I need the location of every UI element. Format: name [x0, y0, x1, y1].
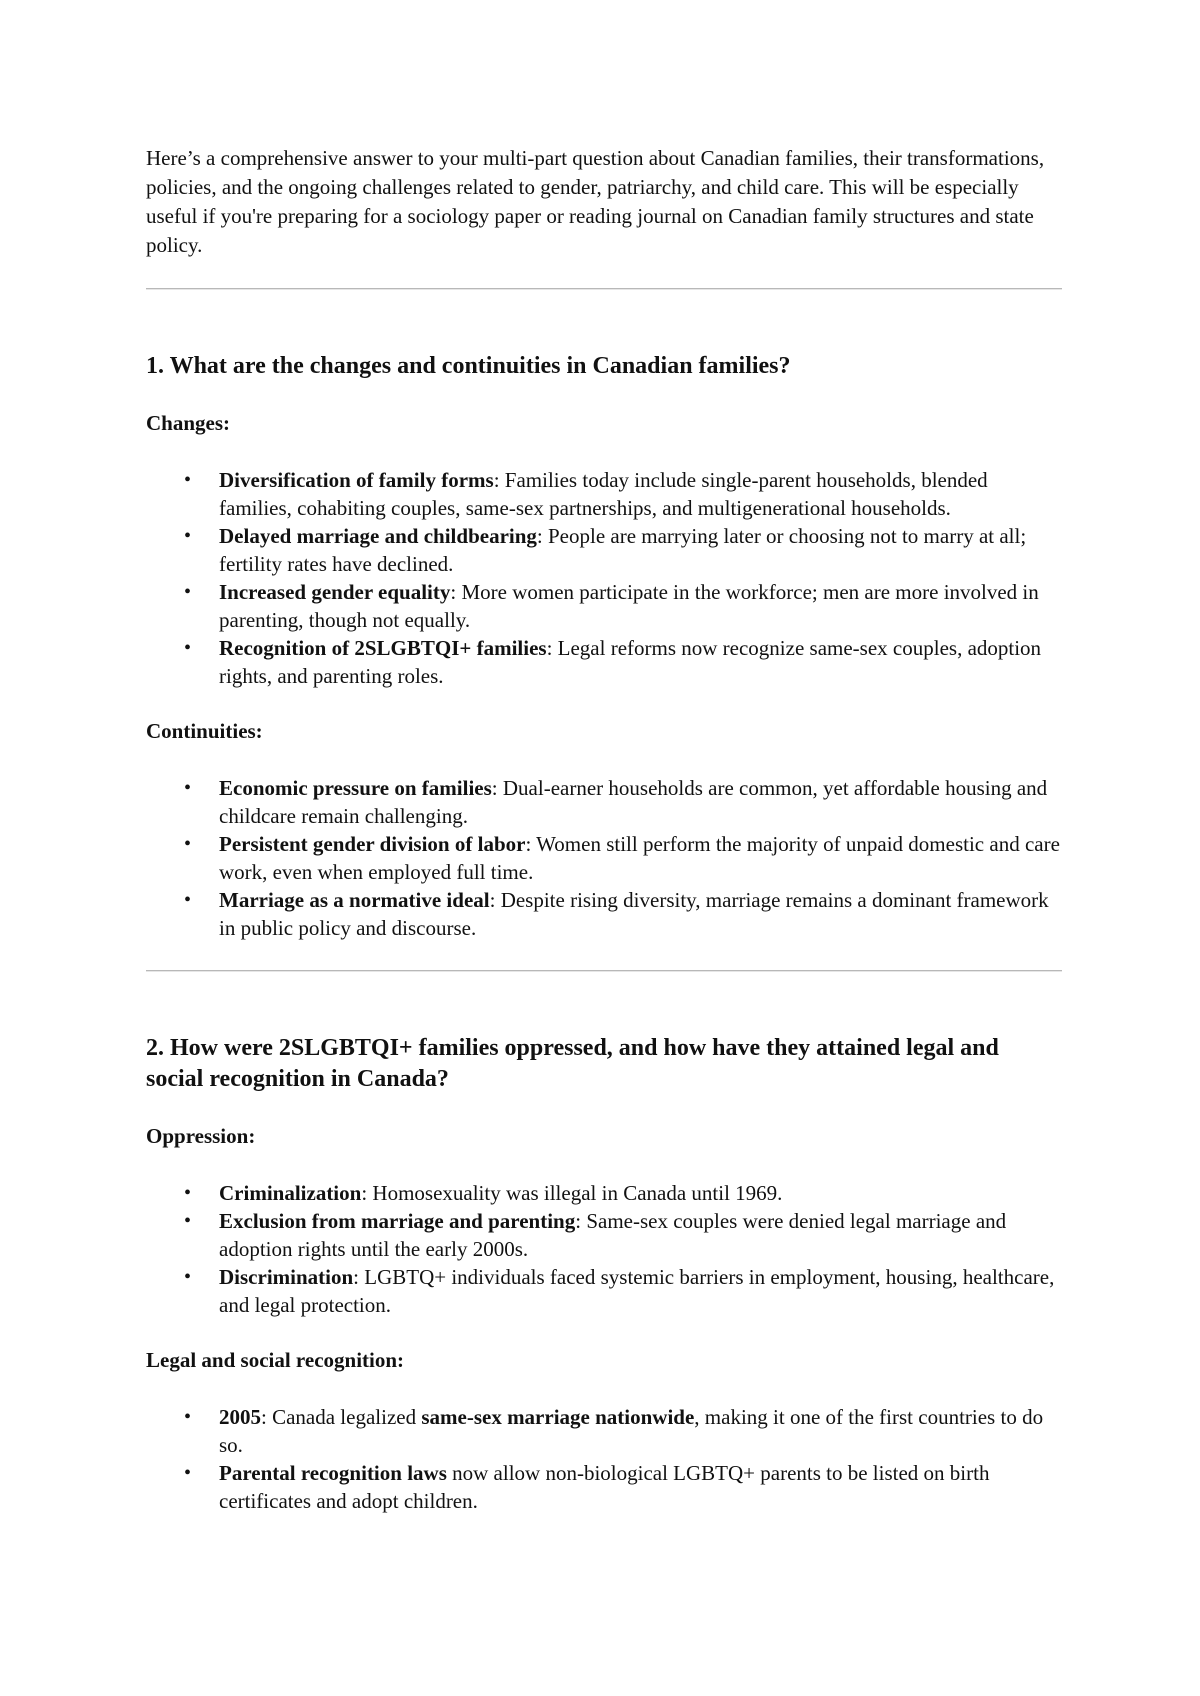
subheading-oppression: Oppression: [146, 1124, 256, 1148]
list-item-text: now allow non-biological LGBTQ+ parents to be listed on birth certificates and adopt children. [219, 1461, 990, 1513]
list-item-text: : Dual-earner households are common, yet affordable housing and childcare remain challenging. [219, 776, 1048, 828]
list-item-text: : Homosexuality was illegal in Canada until 1969. [361, 1181, 783, 1205]
list-item-term: Marriage as a normative ideal [219, 888, 490, 912]
list-item-term: same-sex marriage nationwide [421, 1405, 695, 1429]
list-item-text: : Canada legalized [261, 1405, 422, 1429]
subheading-recognition: Legal and social recognition: [146, 1348, 405, 1372]
list-item-term: Increased gender equality [219, 580, 451, 604]
list-item-text: : LGBTQ+ individuals faced systemic barriers in employment, housing, healthcare, and legal protection. [219, 1265, 1055, 1317]
list-item [146, 578, 1062, 634]
section-heading: 2. How were 2SLGBTQI+ families oppressed, and how have they attained legal and social recognition in Canada? [146, 1035, 999, 1092]
list-item [146, 830, 1062, 886]
list-item-term: Diversification of family forms [219, 468, 494, 492]
subheading-continuities: Continuities: [146, 719, 263, 743]
list-item [146, 466, 1062, 522]
list-item-text: : More women participate in the workforce; men are more involved in parenting, though not equally. [219, 580, 1039, 632]
list-item [146, 1207, 1062, 1263]
list-item-term: Parental recognition laws [219, 1461, 447, 1485]
list-item-term: Economic pressure on families [219, 776, 492, 800]
list-item-text: : People are marrying later or choosing not to marry at all; fertility rates have declined. [219, 524, 1027, 576]
list-item-text: : Women still perform the majority of unpaid domestic and care work, even when employed full time. [219, 832, 1060, 884]
subheading-changes: Changes: [146, 411, 231, 435]
changes-list [146, 466, 1062, 690]
list-item [146, 1179, 1062, 1207]
document-page [146, 144, 1062, 1515]
list-item-term: Recognition of 2SLGBTQI+ families [219, 636, 547, 660]
section-heading: 1. What are the changes and continuities in Canadian families? [146, 353, 791, 379]
section-divider [146, 970, 1062, 972]
list-item-term: 2005 [219, 1405, 261, 1429]
list-item-text: : Legal reforms now recognize same-sex couples, adoption rights, and parenting roles. [219, 636, 1042, 688]
continuities-list [146, 774, 1062, 942]
list-item [146, 1403, 1062, 1459]
list-item-text: : Families today include single-parent households, blended families, cohabiting couples, same-sex partnerships, and multigenerational households. [219, 468, 988, 520]
recognition-list [146, 1403, 1062, 1515]
list-item-term: Persistent gender division of labor [219, 832, 526, 856]
section-divider [146, 288, 1062, 290]
list-item-term: Discrimination [219, 1265, 354, 1289]
list-item [146, 1459, 1062, 1515]
oppression-list [146, 1179, 1062, 1319]
intro-paragraph: Here’s a comprehensive answer to your multi-part question about Canadian families, their transformations, policies, and the ongoing challenges related to gender, patriarchy, and child care. This will be especially useful if you're preparing for a sociology paper or reading journal on Canadian family structures and state policy. [146, 146, 1045, 257]
list-item-term: Exclusion from marriage and parenting [219, 1209, 576, 1233]
list-item-term: Criminalization [219, 1181, 362, 1205]
list-item [146, 774, 1062, 830]
list-item-term: Delayed marriage and childbearing [219, 524, 537, 548]
list-item [146, 522, 1062, 578]
list-item [146, 1263, 1062, 1319]
list-item [146, 886, 1062, 942]
list-item-text: : Despite rising diversity, marriage remains a dominant framework in public policy and discourse. [219, 888, 1049, 940]
list-item-text: : Same-sex couples were denied legal marriage and adoption rights until the early 2000s. [219, 1209, 1007, 1261]
list-item-text: , making it one of the first countries to do so. [219, 1405, 1044, 1457]
list-item [146, 634, 1062, 690]
